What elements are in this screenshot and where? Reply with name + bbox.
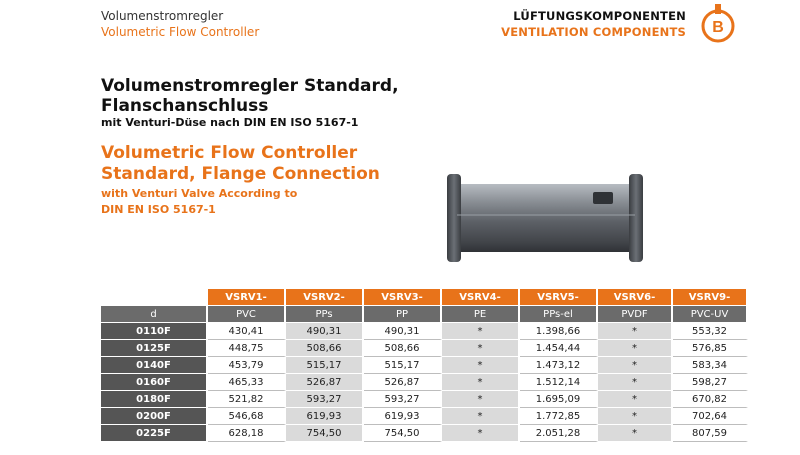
price-cell: 619,93	[364, 408, 442, 425]
title-de	[101, 76, 399, 116]
title-de-line1: Volumenstromregler Standard,	[101, 76, 399, 96]
price-cell: 619,93	[286, 408, 364, 425]
price-cell: 546,68	[208, 408, 286, 425]
price-cell: *	[598, 374, 673, 391]
subtitle-en-line1: with Venturi Valve According to	[101, 187, 298, 200]
code-header: VSRV6-	[598, 289, 673, 306]
price-cell: *	[442, 391, 520, 408]
brand-label-en: VENTILATION COMPONENTS	[501, 25, 686, 39]
table-row	[101, 425, 748, 442]
dimension-cell: 0200F	[101, 408, 208, 425]
price-cell: *	[442, 374, 520, 391]
dimension-cell: 0140F	[101, 357, 208, 374]
price-cell: 553,32	[673, 323, 748, 340]
material-header: PPs	[286, 306, 364, 323]
price-cell: 1.473,12	[520, 357, 598, 374]
price-cell: 515,17	[364, 357, 442, 374]
table-corner	[101, 289, 208, 306]
title-de-line2: Flanschanschluss	[101, 96, 269, 116]
price-cell: 576,85	[673, 340, 748, 357]
price-cell: *	[598, 357, 673, 374]
price-cell: 521,82	[208, 391, 286, 408]
price-cell: 490,31	[286, 323, 364, 340]
material-header: PVDF	[598, 306, 673, 323]
table-row	[101, 374, 748, 391]
brand-label-de: LÜFTUNGSKOMPONENTEN	[513, 9, 686, 23]
table-row	[101, 357, 748, 374]
price-cell: *	[442, 323, 520, 340]
table-header-codes	[101, 289, 748, 306]
price-table	[101, 289, 748, 442]
price-cell: 754,50	[364, 425, 442, 442]
material-header: PVC-UV	[673, 306, 748, 323]
table-header-materials	[101, 306, 748, 323]
price-cell: *	[598, 340, 673, 357]
price-cell: 593,27	[364, 391, 442, 408]
price-cell: 2.051,28	[520, 425, 598, 442]
price-cell: 754,50	[286, 425, 364, 442]
price-cell: 515,17	[286, 357, 364, 374]
header-title-de: Volumenstromregler	[101, 9, 224, 23]
price-cell: 593,27	[286, 391, 364, 408]
price-cell: 598,27	[673, 374, 748, 391]
price-cell: 448,75	[208, 340, 286, 357]
header-title-en: Volumetric Flow Controller	[101, 25, 260, 39]
price-cell: 702,64	[673, 408, 748, 425]
price-cell: 1.398,66	[520, 323, 598, 340]
flow-controller-product-image	[443, 168, 647, 264]
code-header: VSRV5-	[520, 289, 598, 306]
price-cell: 583,34	[673, 357, 748, 374]
title-en	[101, 143, 380, 185]
price-cell: *	[442, 340, 520, 357]
price-cell: 807,59	[673, 425, 748, 442]
price-cell: *	[598, 323, 673, 340]
brand-logo-icon	[698, 4, 738, 44]
material-header: PVC	[208, 306, 286, 323]
price-cell: *	[442, 408, 520, 425]
code-header: VSRV3-	[364, 289, 442, 306]
code-header: VSRV1-	[208, 289, 286, 306]
table-row	[101, 391, 748, 408]
price-cell: 1.695,09	[520, 391, 598, 408]
code-header: VSRV2-	[286, 289, 364, 306]
price-cell: 670,82	[673, 391, 748, 408]
title-en-line1: Volumetric Flow Controller	[101, 143, 358, 163]
price-cell: 1.454,44	[520, 340, 598, 357]
price-cell: 526,87	[286, 374, 364, 391]
dimension-cell: 0110F	[101, 323, 208, 340]
subtitle-en	[101, 186, 297, 218]
dimension-header: d	[101, 306, 208, 323]
dimension-cell: 0180F	[101, 391, 208, 408]
subtitle-de: mit Venturi-Düse nach DIN EN ISO 5167-1	[101, 116, 359, 129]
price-cell: 526,87	[364, 374, 442, 391]
price-cell: 453,79	[208, 357, 286, 374]
logo-letter: B	[712, 19, 724, 36]
dimension-cell: 0225F	[101, 425, 208, 442]
material-header: PE	[442, 306, 520, 323]
table-row	[101, 408, 748, 425]
table-row	[101, 323, 748, 340]
price-cell: 508,66	[364, 340, 442, 357]
material-header: PPs-el	[520, 306, 598, 323]
price-cell: 508,66	[286, 340, 364, 357]
price-cell: *	[598, 425, 673, 442]
price-cell: *	[598, 391, 673, 408]
dimension-cell: 0125F	[101, 340, 208, 357]
price-cell: 1.772,85	[520, 408, 598, 425]
price-cell: 465,33	[208, 374, 286, 391]
price-cell: 1.512,14	[520, 374, 598, 391]
title-en-line2: Standard, Flange Connection	[101, 164, 380, 184]
subtitle-en-line2: DIN EN ISO 5167-1	[101, 203, 216, 216]
price-cell: 430,41	[208, 323, 286, 340]
price-cell: *	[598, 408, 673, 425]
code-header: VSRV4-	[442, 289, 520, 306]
code-header: VSRV9-	[673, 289, 748, 306]
price-cell: 490,31	[364, 323, 442, 340]
price-cell: *	[442, 357, 520, 374]
dimension-cell: 0160F	[101, 374, 208, 391]
table-row	[101, 340, 748, 357]
material-header: PP	[364, 306, 442, 323]
price-cell: *	[442, 425, 520, 442]
price-cell: 628,18	[208, 425, 286, 442]
